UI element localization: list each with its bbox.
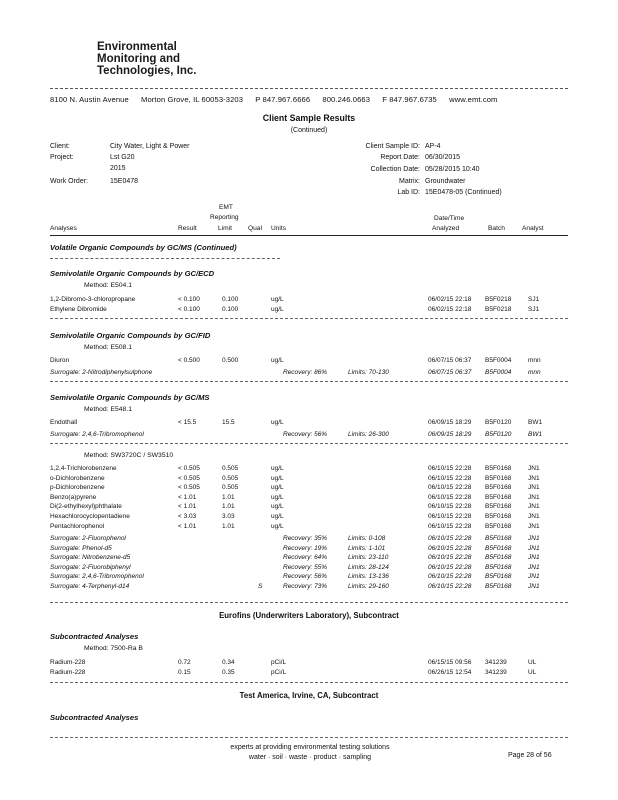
table-row bbox=[0, 306, 618, 315]
analyst-cell: JN1 bbox=[528, 493, 540, 501]
section-subcontracted-2: Subcontracted Analyses bbox=[50, 713, 139, 722]
sample-id-value: AP-4 bbox=[425, 143, 441, 150]
table-row bbox=[0, 475, 618, 484]
analyst-cell: UL bbox=[528, 669, 537, 676]
col-units: Units bbox=[271, 225, 287, 232]
analyst-cell: mnn bbox=[528, 357, 541, 364]
result-cell: 0.72 bbox=[178, 659, 191, 666]
analyst-cell: JN1 bbox=[528, 554, 540, 562]
fid-divider bbox=[50, 381, 568, 382]
limit-cell: 0.505 bbox=[222, 465, 239, 472]
analyzed-date-cell: 06/10/15 22:28 bbox=[428, 474, 472, 482]
col-analyst: Analyst bbox=[522, 225, 544, 232]
recovery-cell: Recovery: 64% bbox=[283, 554, 328, 562]
ms1-divider bbox=[50, 443, 568, 444]
table-row bbox=[0, 419, 618, 428]
analyte-cell: Radium-228 bbox=[50, 659, 86, 666]
units-cell: pCi/L bbox=[271, 659, 287, 666]
table-row bbox=[0, 494, 618, 503]
footer-tagline: experts at providing environmental testing solutions bbox=[230, 744, 390, 751]
batch-cell: B5F0168 bbox=[485, 522, 512, 530]
collection-date-label: Collection Date: bbox=[370, 166, 420, 173]
analyzed-date-cell: 06/10/15 22:28 bbox=[428, 503, 472, 511]
project-value-2: 2015 bbox=[110, 165, 126, 172]
project-label: Project: bbox=[50, 154, 74, 161]
units-cell: ug/L bbox=[271, 474, 284, 482]
analyzed-date-cell: 06/10/15 22:28 bbox=[428, 544, 472, 552]
section-voc: Volatile Organic Compounds by GC/MS (Continued) bbox=[50, 243, 237, 252]
analyzed-date-cell: 06/26/15 12:54 bbox=[428, 669, 472, 676]
col-batch: Batch bbox=[488, 225, 505, 232]
method-ecd: Method: E504.1 bbox=[84, 282, 132, 289]
result-cell: < 0.100 bbox=[178, 296, 200, 303]
batch-cell: B5F0168 bbox=[485, 503, 512, 511]
analyzed-date-cell: 06/10/15 22:28 bbox=[428, 493, 472, 501]
analyzed-date-cell: 06/09/15 18:29 bbox=[428, 431, 472, 438]
batch-cell: B5F0168 bbox=[485, 563, 512, 571]
analyzed-date-cell: 06/10/15 22:28 bbox=[428, 573, 472, 581]
client-label: Client: bbox=[50, 143, 70, 150]
surrogate-row bbox=[0, 564, 618, 573]
analyte-cell: Surrogate: 2,4,6-Tribromophenol bbox=[50, 573, 144, 581]
limit-cell: 0.500 bbox=[222, 357, 239, 364]
report-subtitle: (Continued) bbox=[290, 127, 328, 134]
logo-line-1: Environmental bbox=[97, 41, 177, 53]
analyte-cell: 1,2-Dibromo-3-chloropropane bbox=[50, 296, 136, 303]
units-cell: pCi/L bbox=[271, 669, 287, 676]
batch-cell: B5F0168 bbox=[485, 554, 512, 562]
analyzed-date-cell: 06/10/15 22:28 bbox=[428, 522, 472, 530]
header-divider bbox=[50, 88, 568, 89]
result-cell: < 0.100 bbox=[178, 306, 200, 313]
matrix-label: Matrix: bbox=[399, 178, 420, 185]
col-analyses: Analyses bbox=[50, 225, 77, 232]
analyzed-date-cell: 06/10/15 22:28 bbox=[428, 484, 472, 492]
lab-id-value: 15E0478-05 (Continued) bbox=[425, 189, 502, 196]
analyte-cell: o-Dichlorobenzene bbox=[50, 474, 105, 482]
batch-cell: B5F0168 bbox=[485, 465, 512, 472]
analyte-cell: Radium-228 bbox=[50, 669, 86, 676]
sample-id-label: Client Sample ID: bbox=[365, 143, 420, 150]
analyte-cell: Pentachlorophenol bbox=[50, 522, 105, 530]
logo-line-2: Monitoring and bbox=[97, 53, 181, 65]
ms2-divider bbox=[50, 602, 568, 603]
table-row bbox=[0, 659, 618, 668]
limits-cell: Limits: 28-124 bbox=[348, 563, 389, 571]
table-row bbox=[0, 523, 618, 532]
analyzed-date-cell: 06/10/15 22:28 bbox=[428, 465, 472, 472]
limits-cell: Limits: 23-110 bbox=[348, 554, 389, 562]
analyte-cell: Surrogate: 4-Terphenyl-d14 bbox=[50, 583, 130, 590]
analyst-cell: JN1 bbox=[528, 503, 540, 511]
table-row bbox=[0, 357, 618, 366]
units-cell: ug/L bbox=[271, 484, 284, 492]
surrogate-row bbox=[0, 554, 618, 563]
units-cell: ug/L bbox=[271, 503, 284, 511]
testamerica-heading: Test America, Irvine, CA, Subcontract bbox=[239, 691, 379, 700]
batch-cell: B5F0168 bbox=[485, 513, 512, 520]
method-ms1: Method: E548.1 bbox=[84, 406, 132, 413]
units-cell: ug/L bbox=[271, 419, 284, 426]
phone-tollfree: 800.246.0663 bbox=[322, 95, 371, 104]
limits-cell: Limits: 26-300 bbox=[348, 431, 389, 438]
result-cell: < 0.505 bbox=[178, 474, 200, 482]
batch-cell: B5F0168 bbox=[485, 583, 512, 590]
city-address: Morton Grove, IL 60053-3203 bbox=[141, 95, 244, 104]
method-fid: Method: E508.1 bbox=[84, 344, 132, 351]
col-limit: Limit bbox=[218, 225, 232, 232]
units-cell: ug/L bbox=[271, 513, 284, 520]
units-cell: ug/L bbox=[271, 465, 284, 472]
limit-cell: 0.100 bbox=[222, 296, 239, 303]
col-qual: Qual bbox=[248, 225, 262, 232]
surrogate-row bbox=[0, 545, 618, 554]
analyzed-date-cell: 06/15/15 09:56 bbox=[428, 659, 472, 666]
section-subcontracted-1: Subcontracted Analyses bbox=[50, 632, 139, 641]
analyst-cell: BW1 bbox=[528, 431, 543, 438]
col-result: Result bbox=[178, 225, 197, 232]
sub-divider bbox=[50, 682, 568, 683]
ecd-divider bbox=[50, 318, 568, 319]
analyzed-date-cell: 06/02/15 22:18 bbox=[428, 306, 472, 313]
surrogate-row bbox=[0, 573, 618, 582]
recovery-cell: Recovery: 19% bbox=[283, 544, 328, 552]
footer-services: water · soil · waste · product · sampling bbox=[248, 754, 372, 761]
limits-cell: Limits: 13-136 bbox=[348, 573, 389, 581]
analyte-cell: Hexachlorocyclopentadiene bbox=[50, 513, 130, 520]
report-date-label: Report Date: bbox=[380, 154, 420, 161]
analyzed-date-cell: 06/10/15 22:28 bbox=[428, 583, 472, 590]
col-emt: EMT bbox=[219, 204, 233, 211]
table-row bbox=[0, 503, 618, 512]
header-rule bbox=[50, 235, 568, 236]
footer-rule bbox=[50, 737, 568, 738]
analyst-cell: JN1 bbox=[528, 465, 540, 472]
units-cell: ug/L bbox=[271, 522, 284, 530]
result-cell: < 1.01 bbox=[178, 493, 197, 501]
surrogate-row bbox=[0, 431, 618, 440]
analyte-cell: Surrogate: 2-Fluorobiphenyl bbox=[50, 563, 131, 571]
analyte-cell: Surrogate: 2,4,6-Tribromophenol bbox=[50, 431, 144, 438]
limit-cell: 0.505 bbox=[222, 484, 239, 492]
analyte-cell: Surrogate: Phenol-d5 bbox=[50, 544, 112, 552]
recovery-cell: Recovery: 35% bbox=[283, 535, 328, 542]
result-cell: < 1.01 bbox=[178, 503, 197, 511]
limits-cell: Limits: 29-160 bbox=[348, 583, 389, 590]
units-cell: ug/L bbox=[271, 306, 284, 313]
limit-cell: 0.505 bbox=[222, 474, 239, 482]
recovery-cell: Recovery: 55% bbox=[283, 563, 328, 571]
analyte-cell: 1,2,4-Trichlorobenzene bbox=[50, 465, 117, 472]
work-order-label: Work Order: bbox=[50, 178, 88, 185]
batch-cell: B5F0168 bbox=[485, 573, 512, 581]
analyte-cell: Diuron bbox=[50, 357, 70, 364]
surrogate-row bbox=[0, 369, 618, 378]
batch-cell: B5F0120 bbox=[485, 431, 512, 438]
analyte-cell: p-Dichlorobenzene bbox=[50, 484, 105, 492]
units-cell: ug/L bbox=[271, 296, 284, 303]
company-logo bbox=[97, 41, 196, 77]
batch-cell: B5F0168 bbox=[485, 493, 512, 501]
result-cell: 0.15 bbox=[178, 669, 191, 676]
recovery-cell: Recovery: 73% bbox=[283, 583, 328, 590]
surrogate-row bbox=[0, 535, 618, 544]
page-number: Page 28 of 56 bbox=[508, 752, 552, 759]
work-order-value: 15E0478 bbox=[110, 178, 139, 185]
result-cell: < 1.01 bbox=[178, 522, 197, 530]
limits-cell: Limits: 70-130 bbox=[348, 369, 389, 376]
limits-cell: Limits: 0-108 bbox=[348, 535, 386, 542]
analyst-cell: JN1 bbox=[528, 563, 540, 571]
method-sub: Method: 7500-Ra B bbox=[84, 645, 143, 652]
batch-cell: B5F0168 bbox=[485, 474, 512, 482]
analyzed-date-cell: 06/09/15 18:29 bbox=[428, 419, 472, 426]
analyst-cell: UL bbox=[528, 659, 537, 666]
website: www.emt.com bbox=[449, 95, 498, 104]
analyte-cell: Benzo(a)pyrene bbox=[50, 493, 97, 501]
logo-line-3: Technologies, Inc. bbox=[97, 65, 197, 77]
analyst-cell: mnn bbox=[528, 369, 541, 376]
analyst-cell: SJ1 bbox=[528, 296, 540, 303]
units-cell: ug/L bbox=[271, 357, 284, 364]
col-reporting: Reporting bbox=[210, 214, 239, 221]
analyzed-date-cell: 06/07/15 06:37 bbox=[428, 357, 472, 364]
qual-cell: S bbox=[258, 583, 263, 590]
client-value: City Water, Light & Power bbox=[110, 143, 190, 150]
limit-cell: 3.03 bbox=[222, 513, 235, 520]
batch-cell: B5F0168 bbox=[485, 544, 512, 552]
collection-date-value: 05/28/2015 10:40 bbox=[425, 166, 480, 173]
batch-cell: 341239 bbox=[485, 659, 507, 666]
analyzed-date-cell: 06/10/15 22:28 bbox=[428, 535, 472, 542]
analyzed-date-cell: 06/10/15 22:28 bbox=[428, 554, 472, 562]
voc-divider bbox=[50, 258, 280, 259]
analyst-cell: JN1 bbox=[528, 544, 540, 552]
analyst-cell: SJ1 bbox=[528, 306, 540, 313]
table-row bbox=[0, 296, 618, 305]
batch-cell: B5F0004 bbox=[485, 369, 512, 376]
fax: F 847.967.6735 bbox=[382, 95, 437, 104]
col-analyzed: Analyzed bbox=[432, 225, 460, 232]
table-row bbox=[0, 465, 618, 474]
analyte-cell: Surrogate: Nitrobenzene-d5 bbox=[50, 554, 131, 562]
analyst-cell: JN1 bbox=[528, 573, 540, 581]
analyst-cell: JN1 bbox=[528, 522, 540, 530]
analyte-cell: Endothall bbox=[50, 419, 78, 426]
result-cell: < 3.03 bbox=[178, 513, 197, 520]
lab-id-label: Lab ID: bbox=[397, 189, 420, 196]
limit-cell: 1.01 bbox=[222, 522, 235, 530]
section-svoc-ecd: Semivolatile Organic Compounds by GC/ECD bbox=[50, 269, 215, 278]
analyzed-date-cell: 06/07/15 06:37 bbox=[428, 369, 472, 376]
limit-cell: 1.01 bbox=[222, 493, 235, 501]
table-row bbox=[0, 513, 618, 522]
analyst-cell: BW1 bbox=[528, 419, 543, 426]
analyzed-date-cell: 06/10/15 22:28 bbox=[428, 513, 472, 520]
phone: P 847.967.6666 bbox=[255, 95, 311, 104]
units-cell: ug/L bbox=[271, 493, 284, 501]
batch-cell: B5F0168 bbox=[485, 535, 512, 542]
recovery-cell: Recovery: 56% bbox=[283, 573, 328, 581]
eurofins-heading: Eurofins (Underwriters Laboratory), Subcontract bbox=[219, 611, 399, 620]
analyte-cell: Surrogate: 2-Nitrodiphenylsulphone bbox=[50, 369, 153, 376]
section-svoc-ms: Semivolatile Organic Compounds by GC/MS bbox=[50, 393, 210, 402]
batch-cell: B5F0218 bbox=[485, 306, 512, 313]
limit-cell: 0.100 bbox=[222, 306, 239, 313]
batch-cell: B5F0120 bbox=[485, 419, 512, 426]
report-title: Client Sample Results bbox=[262, 113, 356, 123]
analyte-cell: Di(2-ethylhexyl)phthalate bbox=[50, 503, 122, 511]
limit-cell: 0.35 bbox=[222, 669, 235, 676]
batch-cell: B5F0004 bbox=[485, 357, 512, 364]
analyst-cell: JN1 bbox=[528, 583, 540, 590]
method-ms2: Method: SW3720C / SW3510 bbox=[84, 452, 174, 459]
section-svoc-fid: Semivolatile Organic Compounds by GC/FID bbox=[50, 331, 211, 340]
batch-cell: 341239 bbox=[485, 669, 507, 676]
company-address-line bbox=[50, 95, 580, 104]
recovery-cell: Recovery: 56% bbox=[283, 431, 328, 438]
analyzed-date-cell: 06/02/15 22:18 bbox=[428, 296, 472, 303]
result-cell: < 15.5 bbox=[178, 419, 197, 426]
analyst-cell: JN1 bbox=[528, 474, 540, 482]
batch-cell: B5F0168 bbox=[485, 484, 512, 492]
limit-cell: 15.5 bbox=[222, 419, 235, 426]
limits-cell: Limits: 1-101 bbox=[348, 544, 386, 552]
analyte-cell: Surrogate: 2-Fluorophenol bbox=[50, 535, 126, 542]
analyzed-date-cell: 06/10/15 22:28 bbox=[428, 563, 472, 571]
street-address: 8100 N. Austin Avenue bbox=[50, 95, 129, 104]
analyte-cell: Ethylene Dibromide bbox=[50, 306, 107, 313]
project-value: Lst G20 bbox=[110, 154, 135, 161]
table-row bbox=[0, 484, 618, 493]
matrix-value: Groundwater bbox=[425, 178, 466, 185]
col-datetime: Date/Time bbox=[434, 215, 465, 222]
result-cell: < 0.500 bbox=[178, 357, 200, 364]
limit-cell: 1.01 bbox=[222, 503, 235, 511]
surrogate-row bbox=[0, 583, 618, 592]
recovery-cell: Recovery: 86% bbox=[283, 369, 328, 376]
analyst-cell: JN1 bbox=[528, 535, 540, 542]
batch-cell: B5F0218 bbox=[485, 296, 512, 303]
analyst-cell: JN1 bbox=[528, 484, 540, 492]
analyst-cell: JN1 bbox=[528, 513, 540, 520]
limit-cell: 0.34 bbox=[222, 659, 235, 666]
report-date-value: 06/30/2015 bbox=[425, 154, 461, 161]
result-cell: < 0.505 bbox=[178, 484, 200, 492]
result-cell: < 0.505 bbox=[178, 465, 200, 472]
table-row bbox=[0, 669, 618, 678]
